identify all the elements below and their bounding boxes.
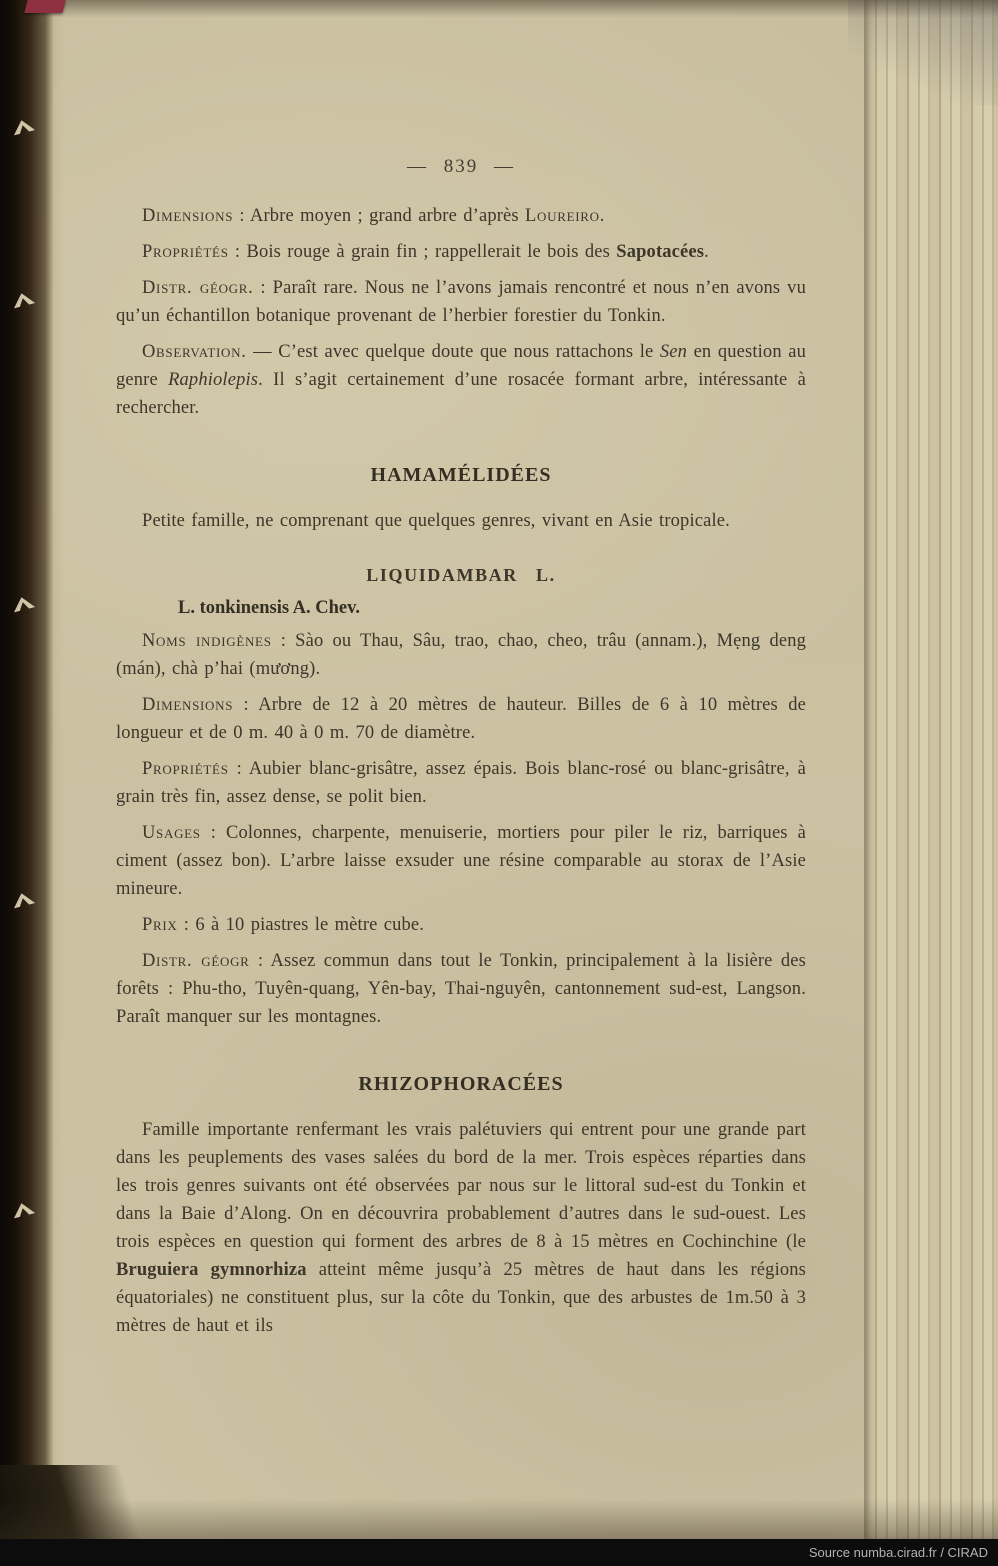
- family-name-bold: Sapotacées: [616, 242, 705, 262]
- source-credit: Source numba.cirad.fr / CIRAD: [808, 1545, 988, 1560]
- page-bottom-shadow: [0, 1499, 998, 1539]
- entry-noms-indigenes: [116, 627, 806, 683]
- entry-dimensions-raphiolepis: [116, 202, 806, 230]
- field-text: en question au genre: [116, 342, 806, 390]
- entry-prix-liquidambar: [116, 911, 806, 939]
- document-page: [116, 0, 806, 1340]
- field-label: Dimensions: [142, 206, 234, 226]
- field-text: : Arbre de 12 à 20 mètres de hauteur. Billes de 6 à 10 mètres de longueur et de 0 m. 40 à 0 m. 70 de diamètre.: [116, 695, 806, 743]
- field-label: Usages: [142, 823, 201, 843]
- field-label: Noms indigènes: [142, 631, 272, 651]
- taxon-italic: Sen: [659, 342, 688, 362]
- field-text: .: [704, 242, 709, 262]
- section-heading-hamamelidees: HAMAMÉLIDÉES: [370, 464, 552, 486]
- species-name: L. tonkinensis A. Chev.: [178, 598, 360, 618]
- field-text: : Assez commun dans tout le Tonkin, principalement à la lisière des forêts : Phu-tho, Tuyên-quang, Yên-bay, Thai-nguyên, cantonnement sud-est, Langson. Paraît manquer sur les montagnes.: [116, 951, 806, 1027]
- taxon-italic: Raphiolepis: [168, 370, 259, 390]
- field-label: Distr. géogr: [142, 951, 250, 971]
- field-text: : Aubier blanc-grisâtre, assez épais. Bois blanc-rosé ou blanc-grisâtre, à grain très fin, assez dense, se polit bien.: [116, 759, 806, 807]
- page-stack-right-edge: [864, 0, 998, 1539]
- family-intro-rhizophoracees: [116, 1116, 806, 1340]
- field-text: : 6 à 10 piastres le mètre cube.: [177, 915, 425, 935]
- book-spine: [0, 0, 64, 1566]
- field-text: : Bois rouge à grain fin ; rappellerait le bois des: [228, 242, 617, 262]
- section-heading-rhizophoracees: RHIZOPHORACÉES: [358, 1073, 564, 1095]
- taxon-bold: Bruguiera gymnorhiza: [116, 1260, 307, 1280]
- field-label: Propriétés: [142, 242, 229, 262]
- entry-observation-raphiolepis: [116, 338, 806, 422]
- source-bar: [0, 1539, 998, 1566]
- entry-proprietes-raphiolepis: [116, 238, 806, 266]
- field-label: Distr. géogr.: [142, 278, 254, 298]
- field-text: : Colonnes, charpente, menuiserie, mortiers pour piler le riz, barriques à ciment (assez bon). L’arbre laisse exsuder une résine comparable au storax de l’Asie mineure.: [116, 823, 806, 899]
- page-number: — 839 —: [407, 156, 515, 177]
- field-text: atteint même jusqu’à 25 mètres de haut dans les régions équatoriales) ne constituent plus, sur la côte du Tonkin, que des arbustes de 1m.50 à 3 mètres de haut et ils: [116, 1260, 807, 1336]
- field-text: . Il s’agit certainement d’une rosacée formant arbre, intéressante à rechercher.: [116, 370, 806, 418]
- field-label: Dimensions: [142, 695, 234, 715]
- field-text: — C’est avec quelque doute que nous rattachons le: [246, 342, 660, 362]
- field-text: : Arbre moyen ; grand arbre d’après: [233, 206, 526, 226]
- field-text: Famille importante renfermant les vrais palétuviers qui entrent pour une grande part dans les peuplements des vases salées du bord de la mer. Trois espèces réparties dans les trois genres suivants ont été observées par nous sur le littoral sud-est du Tonkin et dans la Baie d’Along. On en découvrira probablement d’autres dans le sud-ouest. Les trois espèces en question qui forment des arbres de 8 à 15 mètres en Cochinchine (le: [116, 1120, 806, 1252]
- entry-proprietes-liquidambar: [116, 755, 806, 811]
- genus-heading-liquidambar: LIQUIDAMBAR L.: [366, 565, 556, 585]
- field-label: Prix: [142, 915, 178, 935]
- entry-dimensions-liquidambar: [116, 691, 806, 747]
- field-text: : Paraît rare. Nous ne l’avons jamais rencontré et nous n’en avons vu qu’un échantillon botanique provenant de l’herbier forestier du Tonkin.: [116, 278, 806, 326]
- family-intro-hamamelidees: Petite famille, ne comprenant que quelques genres, vivant en Asie tropicale.: [142, 511, 730, 531]
- field-text: : Sào ou Thau, Sâu, trao, chao, cheo, trâu (annam.), Mẹng deng (mán), chà p’hai (mương).: [116, 631, 807, 679]
- book-cover-fragment: [24, 0, 65, 13]
- entry-usages-liquidambar: [116, 819, 806, 903]
- entry-distr-raphiolepis: [116, 274, 806, 330]
- field-text: .: [599, 206, 605, 226]
- field-label: Observation.: [142, 342, 247, 362]
- field-label: Propriétés: [142, 759, 229, 779]
- entry-distr-liquidambar: [116, 947, 806, 1031]
- author-name-smallcaps: Loureiro: [525, 206, 600, 226]
